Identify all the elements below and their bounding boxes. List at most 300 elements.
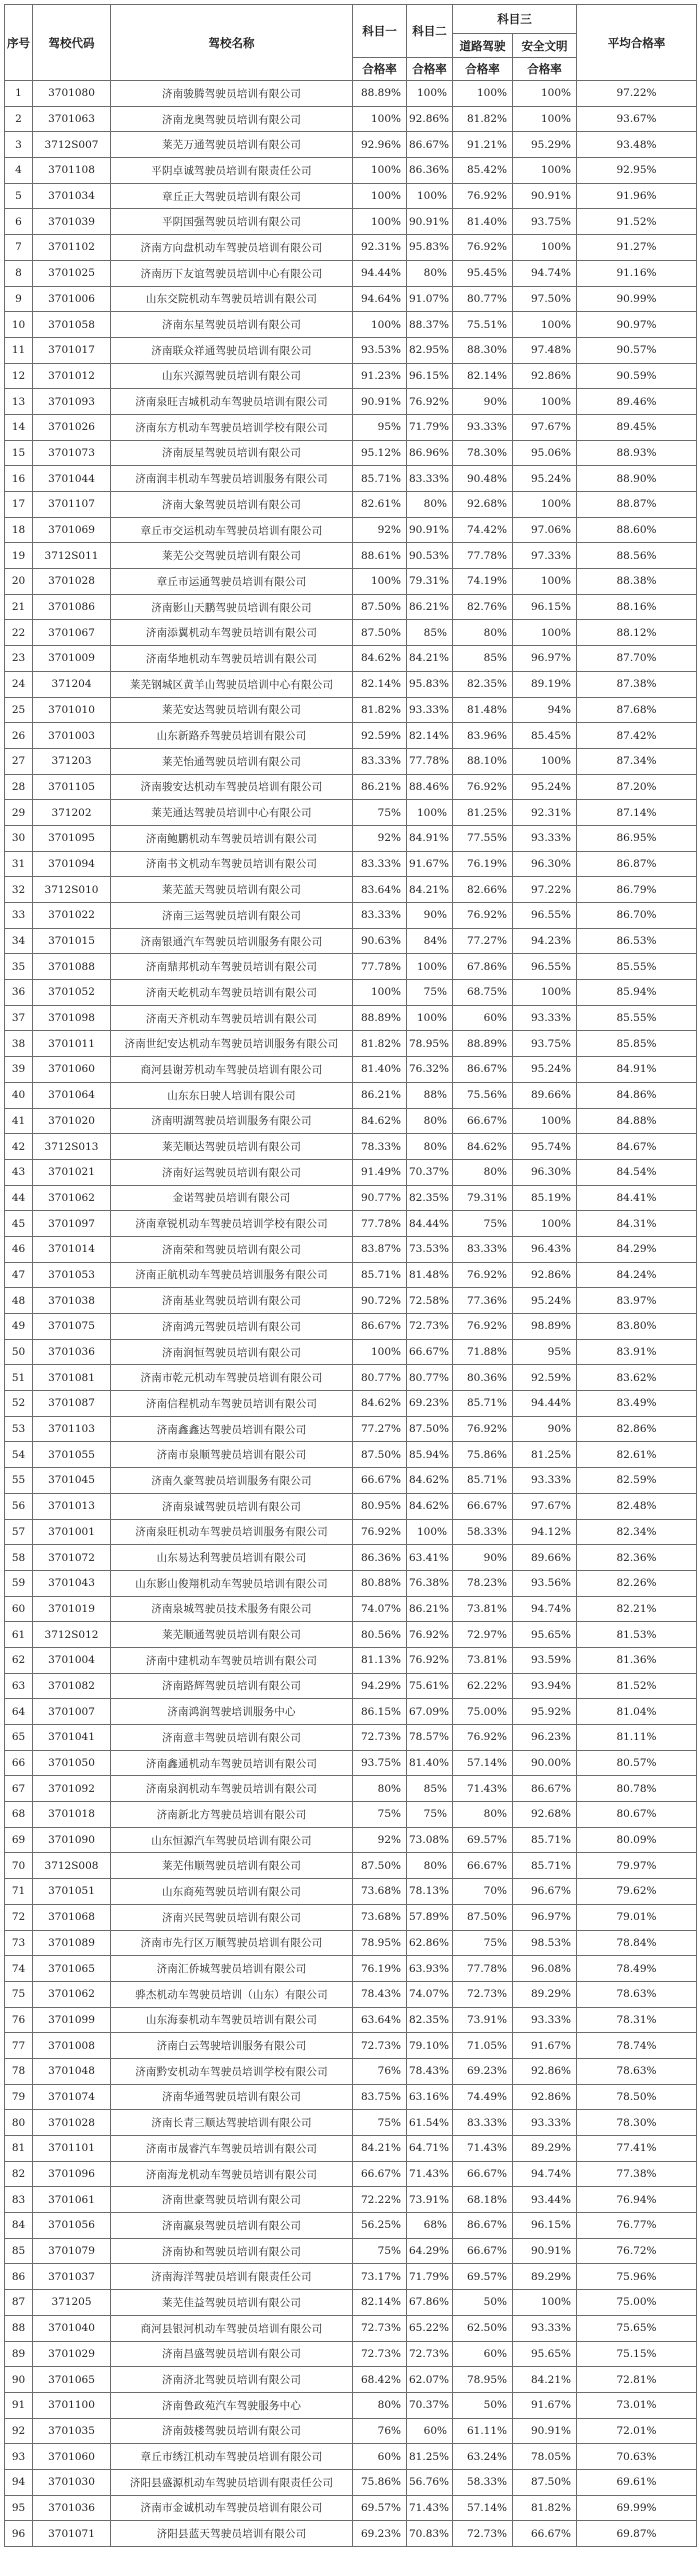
cell-average-rate: 85.55%: [577, 1005, 697, 1031]
cell-subject-2-rate: 72.73%: [407, 1314, 453, 1340]
cell-road-driving-rate: 82.35%: [453, 671, 513, 697]
cell-code: 3701038: [33, 1288, 111, 1314]
cell-subject-2-rate: 90.91%: [407, 517, 453, 543]
cell-subject-2-rate: 91.07%: [407, 286, 453, 312]
cell-subject-1-rate: 87.50%: [353, 1442, 407, 1468]
cell-road-driving-rate: 82.66%: [453, 877, 513, 903]
table-row: [5, 2058, 697, 2084]
cell-subject-2-rate: 78.57%: [407, 1725, 453, 1751]
cell-seq: 37: [5, 1005, 33, 1031]
cell-name: 济南辰星驾驶员培训有限公司: [111, 440, 353, 466]
cell-subject-2-rate: 76.92%: [407, 389, 453, 415]
cell-safe-driving-rate: 97.50%: [513, 286, 577, 312]
cell-safe-driving-rate: 94.12%: [513, 1519, 577, 1545]
cell-code: 3701065: [33, 1956, 111, 1982]
cell-subject-2-rate: 84.62%: [407, 1493, 453, 1519]
cell-average-rate: 75.65%: [577, 2315, 697, 2341]
cell-average-rate: 82.34%: [577, 1519, 697, 1545]
cell-code: 3701060: [33, 2444, 111, 2470]
cell-average-rate: 86.87%: [577, 851, 697, 877]
cell-seq: 56: [5, 1493, 33, 1519]
cell-subject-2-rate: 79.10%: [407, 2033, 453, 2059]
cell-subject-2-rate: 88%: [407, 1082, 453, 1108]
cell-safe-driving-rate: 96.15%: [513, 2213, 577, 2239]
cell-road-driving-rate: 50%: [453, 2392, 513, 2418]
cell-subject-1-rate: 86.67%: [353, 1314, 407, 1340]
table-row: [5, 2315, 697, 2341]
cell-subject-2-rate: 81.25%: [407, 2444, 453, 2470]
cell-code: 3701036: [33, 2495, 111, 2521]
cell-name: 济南大象驾驶员培训有限公司: [111, 492, 353, 518]
cell-name: 济南鲁政苑汽车驾驶服务中心: [111, 2392, 353, 2418]
cell-subject-2-rate: 63.41%: [407, 1545, 453, 1571]
cell-road-driving-rate: 66.67%: [453, 1493, 513, 1519]
cell-subject-1-rate: 66.67%: [353, 2161, 407, 2187]
cell-average-rate: 91.27%: [577, 235, 697, 261]
cell-safe-driving-rate: 93.33%: [513, 1468, 577, 1494]
cell-seq: 18: [5, 517, 33, 543]
cell-road-driving-rate: 72.97%: [453, 1622, 513, 1648]
cell-subject-1-rate: 95.12%: [353, 440, 407, 466]
cell-subject-1-rate: 78.95%: [353, 1930, 407, 1956]
cell-name: 济南东星驾驶员培训有限公司: [111, 312, 353, 338]
table-row: [5, 1082, 697, 1108]
table-row: [5, 1005, 697, 1031]
cell-code: 3701007: [33, 1699, 111, 1725]
cell-name: 济南鲍鹏机动车驾驶员培训有限公司: [111, 825, 353, 851]
cell-subject-2-rate: 70.37%: [407, 1159, 453, 1185]
cell-average-rate: 88.90%: [577, 466, 697, 492]
cell-subject-1-rate: 72.22%: [353, 2187, 407, 2213]
cell-road-driving-rate: 80.77%: [453, 286, 513, 312]
cell-average-rate: 76.94%: [577, 2187, 697, 2213]
cell-road-driving-rate: 50%: [453, 2290, 513, 2316]
pass-rate-table: [4, 4, 697, 2547]
cell-subject-1-rate: 94.44%: [353, 260, 407, 286]
cell-subject-1-rate: 77.27%: [353, 1416, 407, 1442]
cell-subject-1-rate: 78.43%: [353, 1981, 407, 2007]
cell-subject-1-rate: 91.49%: [353, 1159, 407, 1185]
table-row: [5, 2238, 697, 2264]
cell-subject-1-rate: 80.56%: [353, 1622, 407, 1648]
cell-seq: 36: [5, 980, 33, 1006]
cell-subject-2-rate: 86.96%: [407, 440, 453, 466]
cell-subject-1-rate: 92.59%: [353, 723, 407, 749]
cell-subject-2-rate: 78.13%: [407, 1879, 453, 1905]
cell-code: 3701029: [33, 2341, 111, 2367]
cell-code: 3701015: [33, 928, 111, 954]
cell-code: 3701041: [33, 1725, 111, 1751]
cell-average-rate: 82.59%: [577, 1468, 697, 1494]
cell-name: 济南市金诚机动车驾驶员培训有限公司: [111, 2495, 353, 2521]
table-row: [5, 363, 697, 389]
table-row: [5, 2187, 697, 2213]
cell-subject-1-rate: 92.31%: [353, 235, 407, 261]
cell-code: 3701013: [33, 1493, 111, 1519]
cell-subject-2-rate: 84.91%: [407, 825, 453, 851]
cell-safe-driving-rate: 100%: [513, 569, 577, 595]
cell-road-driving-rate: 92.68%: [453, 492, 513, 518]
cell-road-driving-rate: 90%: [453, 1545, 513, 1571]
cell-average-rate: 82.86%: [577, 1416, 697, 1442]
cell-code: 3701020: [33, 1108, 111, 1134]
cell-average-rate: 77.38%: [577, 2161, 697, 2187]
cell-safe-driving-rate: 100%: [513, 106, 577, 132]
table-row: [5, 877, 697, 903]
cell-average-rate: 81.52%: [577, 1673, 697, 1699]
cell-code: 3701025: [33, 260, 111, 286]
cell-average-rate: 90.59%: [577, 363, 697, 389]
cell-average-rate: 87.34%: [577, 748, 697, 774]
cell-code: 3701098: [33, 1005, 111, 1031]
cell-safe-driving-rate: 97.22%: [513, 877, 577, 903]
cell-safe-driving-rate: 66.67%: [513, 2521, 577, 2547]
cell-subject-2-rate: 91.67%: [407, 851, 453, 877]
cell-subject-1-rate: 81.82%: [353, 1031, 407, 1057]
cell-safe-driving-rate: 92.68%: [513, 1802, 577, 1828]
cell-safe-driving-rate: 96.55%: [513, 954, 577, 980]
cell-subject-2-rate: 71.79%: [407, 414, 453, 440]
cell-average-rate: 73.01%: [577, 2392, 697, 2418]
cell-seq: 70: [5, 1853, 33, 1879]
cell-name: 济南中建机动车驾驶员培训有限公司: [111, 1647, 353, 1673]
table-row: [5, 2007, 697, 2033]
cell-safe-driving-rate: 100%: [513, 492, 577, 518]
cell-road-driving-rate: 75.86%: [453, 1442, 513, 1468]
cell-road-driving-rate: 71.43%: [453, 2136, 513, 2162]
cell-subject-1-rate: 81.40%: [353, 1057, 407, 1083]
cell-safe-driving-rate: 89.19%: [513, 671, 577, 697]
header-average: 平均合格率: [577, 5, 697, 81]
table-row: [5, 1339, 697, 1365]
table-row: [5, 1545, 697, 1571]
cell-safe-driving-rate: 100%: [513, 312, 577, 338]
cell-subject-2-rate: 69.23%: [407, 1391, 453, 1417]
cell-safe-driving-rate: 85.45%: [513, 723, 577, 749]
cell-average-rate: 84.41%: [577, 1185, 697, 1211]
cell-code: 3701095: [33, 825, 111, 851]
cell-name: 济南市泉顺驾驶员培训有限公司: [111, 1442, 353, 1468]
cell-code: 3701103: [33, 1416, 111, 1442]
table-row: [5, 466, 697, 492]
table-row: [5, 954, 697, 980]
cell-road-driving-rate: 85.71%: [453, 1391, 513, 1417]
cell-seq: 11: [5, 337, 33, 363]
cell-road-driving-rate: 76.19%: [453, 851, 513, 877]
cell-average-rate: 90.57%: [577, 337, 697, 363]
cell-name: 济南正航机动车驾驶员培训服务有限公司: [111, 1262, 353, 1288]
cell-subject-2-rate: 95.83%: [407, 235, 453, 261]
cell-safe-driving-rate: 100%: [513, 620, 577, 646]
cell-road-driving-rate: 76.92%: [453, 1262, 513, 1288]
cell-seq: 88: [5, 2315, 33, 2341]
cell-subject-1-rate: 60%: [353, 2444, 407, 2470]
cell-name: 金诺驾驶员培训有限公司: [111, 1185, 353, 1211]
cell-code: 371205: [33, 2290, 111, 2316]
cell-subject-1-rate: 100%: [353, 106, 407, 132]
cell-road-driving-rate: 57.14%: [453, 1750, 513, 1776]
cell-subject-2-rate: 70.37%: [407, 2392, 453, 2418]
cell-average-rate: 78.74%: [577, 2033, 697, 2059]
cell-subject-1-rate: 92%: [353, 1827, 407, 1853]
cell-average-rate: 93.67%: [577, 106, 697, 132]
cell-subject-1-rate: 91.23%: [353, 363, 407, 389]
cell-safe-driving-rate: 95.65%: [513, 2341, 577, 2367]
table-row: [5, 903, 697, 929]
table-body: [5, 81, 697, 2547]
cell-average-rate: 77.41%: [577, 2136, 697, 2162]
cell-subject-2-rate: 77.78%: [407, 748, 453, 774]
cell-subject-1-rate: 72.73%: [353, 2341, 407, 2367]
table-row: [5, 1057, 697, 1083]
cell-road-driving-rate: 66.67%: [453, 2238, 513, 2264]
table-header: [5, 5, 697, 81]
cell-code: 3701069: [33, 517, 111, 543]
cell-safe-driving-rate: 89.66%: [513, 1082, 577, 1108]
cell-subject-2-rate: 63.93%: [407, 1956, 453, 1982]
cell-code: 3701048: [33, 2058, 111, 2084]
cell-seq: 13: [5, 389, 33, 415]
cell-subject-1-rate: 92.96%: [353, 132, 407, 158]
cell-subject-1-rate: 88.61%: [353, 543, 407, 569]
cell-subject-1-rate: 77.78%: [353, 1211, 407, 1237]
cell-safe-driving-rate: 100%: [513, 748, 577, 774]
cell-road-driving-rate: 58.33%: [453, 2469, 513, 2495]
cell-code: 3701030: [33, 2469, 111, 2495]
cell-code: 371202: [33, 800, 111, 826]
table-row: [5, 1802, 697, 1828]
cell-safe-driving-rate: 98.89%: [513, 1314, 577, 1340]
cell-subject-1-rate: 80%: [353, 2392, 407, 2418]
cell-seq: 1: [5, 81, 33, 107]
cell-average-rate: 75.00%: [577, 2290, 697, 2316]
cell-name: 济南泉旺吉城机动车驾驶员培训有限公司: [111, 389, 353, 415]
cell-safe-driving-rate: 100%: [513, 158, 577, 184]
cell-subject-1-rate: 72.73%: [353, 1725, 407, 1751]
table-row: [5, 2367, 697, 2393]
cell-subject-1-rate: 83.75%: [353, 2084, 407, 2110]
cell-average-rate: 89.45%: [577, 414, 697, 440]
header-subject-1: 科目一: [353, 5, 407, 58]
cell-code: 3701079: [33, 2238, 111, 2264]
cell-subject-1-rate: 88.89%: [353, 81, 407, 107]
table-row: [5, 1981, 697, 2007]
cell-name: 济南赢泉驾驶员培训有限公司: [111, 2213, 353, 2239]
cell-seq: 24: [5, 671, 33, 697]
cell-code: 3701039: [33, 209, 111, 235]
cell-name: 山东海泰机动车驾驶员培训有限公司: [111, 2007, 353, 2033]
cell-subject-2-rate: 85.94%: [407, 1442, 453, 1468]
cell-subject-1-rate: 82.61%: [353, 492, 407, 518]
table-row: [5, 1262, 697, 1288]
cell-safe-driving-rate: 95.24%: [513, 774, 577, 800]
cell-name: 济南润丰机动车驾驶员培训服务有限公司: [111, 466, 353, 492]
cell-road-driving-rate: 81.82%: [453, 106, 513, 132]
table-row: [5, 132, 697, 158]
header-safe-driving: 安全文明: [513, 34, 577, 58]
cell-subject-1-rate: 76.19%: [353, 1956, 407, 1982]
cell-code: 3701043: [33, 1570, 111, 1596]
cell-subject-1-rate: 76%: [353, 2058, 407, 2084]
cell-average-rate: 87.70%: [577, 646, 697, 672]
cell-average-rate: 79.97%: [577, 1853, 697, 1879]
cell-subject-1-rate: 86.15%: [353, 1699, 407, 1725]
cell-name: 济南历下友谊驾驶员培训中心有限公司: [111, 260, 353, 286]
cell-safe-driving-rate: 93.59%: [513, 1647, 577, 1673]
cell-name: 济南方向盘机动车驾驶员培训有限公司: [111, 235, 353, 261]
cell-name: 济南书文机动车驾驶员培训有限公司: [111, 851, 353, 877]
cell-road-driving-rate: 73.81%: [453, 1596, 513, 1622]
cell-safe-driving-rate: 93.33%: [513, 2110, 577, 2136]
cell-code: 3701068: [33, 1904, 111, 1930]
cell-average-rate: 83.49%: [577, 1391, 697, 1417]
cell-subject-1-rate: 81.82%: [353, 697, 407, 723]
header-rate-safe: 合格率: [513, 58, 577, 81]
cell-seq: 95: [5, 2495, 33, 2521]
cell-subject-1-rate: 87.50%: [353, 620, 407, 646]
cell-seq: 94: [5, 2469, 33, 2495]
cell-safe-driving-rate: 97.33%: [513, 543, 577, 569]
cell-code: 3701058: [33, 312, 111, 338]
cell-subject-2-rate: 80%: [407, 492, 453, 518]
cell-subject-2-rate: 95.83%: [407, 671, 453, 697]
cell-subject-2-rate: 71.79%: [407, 2264, 453, 2290]
cell-name: 济南基业驾驶员培训有限公司: [111, 1288, 353, 1314]
cell-average-rate: 69.61%: [577, 2469, 697, 2495]
cell-code: 3701102: [33, 235, 111, 261]
cell-seq: 81: [5, 2136, 33, 2162]
cell-subject-2-rate: 86.67%: [407, 132, 453, 158]
cell-safe-driving-rate: 100%: [513, 1211, 577, 1237]
cell-subject-1-rate: 74.07%: [353, 1596, 407, 1622]
cell-subject-1-rate: 80.77%: [353, 1365, 407, 1391]
cell-seq: 66: [5, 1750, 33, 1776]
cell-safe-driving-rate: 92.86%: [513, 1262, 577, 1288]
table-row: [5, 1853, 697, 1879]
table-row: [5, 1570, 697, 1596]
cell-subject-2-rate: 100%: [407, 954, 453, 980]
cell-seq: 48: [5, 1288, 33, 1314]
cell-code: 3701040: [33, 2315, 111, 2341]
cell-code: 3701108: [33, 158, 111, 184]
cell-subject-1-rate: 85.71%: [353, 466, 407, 492]
cell-name: 济南世豪驾驶员培训有限公司: [111, 2187, 353, 2213]
cell-subject-2-rate: 73.91%: [407, 2187, 453, 2213]
cell-seq: 75: [5, 1981, 33, 2007]
cell-road-driving-rate: 87.50%: [453, 1904, 513, 1930]
cell-name: 济阳县盛源机动车驾驶员培训有限责任公司: [111, 2469, 353, 2495]
cell-subject-2-rate: 100%: [407, 1519, 453, 1545]
cell-subject-2-rate: 64.71%: [407, 2136, 453, 2162]
cell-road-driving-rate: 90.48%: [453, 466, 513, 492]
cell-subject-2-rate: 86.21%: [407, 594, 453, 620]
cell-safe-driving-rate: 97.67%: [513, 1493, 577, 1519]
cell-subject-1-rate: 87.50%: [353, 1853, 407, 1879]
cell-subject-2-rate: 70.83%: [407, 2521, 453, 2547]
cell-name: 济南骏腾驾驶员培训有限公司: [111, 81, 353, 107]
cell-seq: 92: [5, 2418, 33, 2444]
table-row: [5, 1673, 697, 1699]
cell-subject-2-rate: 66.67%: [407, 1339, 453, 1365]
cell-average-rate: 72.81%: [577, 2367, 697, 2393]
cell-code: 3701044: [33, 466, 111, 492]
cell-road-driving-rate: 73.81%: [453, 1647, 513, 1673]
cell-road-driving-rate: 76.92%: [453, 1725, 513, 1751]
cell-safe-driving-rate: 86.67%: [513, 1776, 577, 1802]
table-row: [5, 2084, 697, 2110]
cell-safe-driving-rate: 85.71%: [513, 1853, 577, 1879]
cell-average-rate: 87.14%: [577, 800, 697, 826]
cell-road-driving-rate: 86.67%: [453, 1057, 513, 1083]
cell-subject-2-rate: 84.21%: [407, 877, 453, 903]
cell-name: 济南天齐机动车驾驶员培训有限公司: [111, 1005, 353, 1031]
table-row: [5, 2110, 697, 2136]
cell-average-rate: 69.87%: [577, 2521, 697, 2547]
cell-name: 济南市晟睿汽车驾驶员培训有限公司: [111, 2136, 353, 2162]
cell-subject-1-rate: 94.29%: [353, 1673, 407, 1699]
table-row: [5, 2444, 697, 2470]
cell-safe-driving-rate: 85.19%: [513, 1185, 577, 1211]
cell-safe-driving-rate: 93.44%: [513, 2187, 577, 2213]
cell-safe-driving-rate: 96.97%: [513, 646, 577, 672]
cell-subject-2-rate: 76.38%: [407, 1570, 453, 1596]
cell-safe-driving-rate: 89.29%: [513, 2136, 577, 2162]
cell-subject-1-rate: 100%: [353, 158, 407, 184]
cell-safe-driving-rate: 89.66%: [513, 1545, 577, 1571]
table-row: [5, 260, 697, 286]
cell-code: 3701099: [33, 2007, 111, 2033]
cell-average-rate: 84.29%: [577, 1236, 697, 1262]
cell-code: 3701088: [33, 954, 111, 980]
cell-road-driving-rate: 83.33%: [453, 2110, 513, 2136]
cell-subject-2-rate: 65.22%: [407, 2315, 453, 2341]
cell-subject-2-rate: 84.62%: [407, 1468, 453, 1494]
cell-seq: 25: [5, 697, 33, 723]
cell-name: 章丘正大驾驶员培训有限公司: [111, 183, 353, 209]
cell-safe-driving-rate: 95.24%: [513, 466, 577, 492]
cell-safe-driving-rate: 100%: [513, 2290, 577, 2316]
cell-subject-2-rate: 68%: [407, 2213, 453, 2239]
cell-name: 济南华通驾驶员培训有限公司: [111, 2084, 353, 2110]
cell-name: 济南济北驾驶员培训有限公司: [111, 2367, 353, 2393]
cell-name: 济南汇侨城驾驶员培训有限公司: [111, 1956, 353, 1982]
table-row: [5, 1776, 697, 1802]
header-subject-3: 科目三: [453, 5, 577, 34]
cell-name: 济南长青三顺达驾驶培训有限公司: [111, 2110, 353, 2136]
table-row: [5, 2469, 697, 2495]
table-row: [5, 800, 697, 826]
cell-code: 3701004: [33, 1647, 111, 1673]
cell-seq: 14: [5, 414, 33, 440]
table-row: [5, 671, 697, 697]
cell-average-rate: 86.53%: [577, 928, 697, 954]
cell-safe-driving-rate: 94%: [513, 697, 577, 723]
cell-safe-driving-rate: 92.86%: [513, 2084, 577, 2110]
cell-subject-1-rate: 92%: [353, 517, 407, 543]
cell-seq: 3: [5, 132, 33, 158]
cell-road-driving-rate: 79.31%: [453, 1185, 513, 1211]
cell-code: 3701090: [33, 1827, 111, 1853]
cell-seq: 52: [5, 1391, 33, 1417]
header-rate-k1: 合格率: [353, 58, 407, 81]
cell-average-rate: 85.85%: [577, 1031, 697, 1057]
cell-name: 济南白云驾驶培训服务有限公司: [111, 2033, 353, 2059]
cell-road-driving-rate: 81.40%: [453, 209, 513, 235]
cell-average-rate: 91.16%: [577, 260, 697, 286]
cell-seq: 83: [5, 2187, 33, 2213]
cell-average-rate: 76.72%: [577, 2238, 697, 2264]
cell-average-rate: 81.36%: [577, 1647, 697, 1673]
